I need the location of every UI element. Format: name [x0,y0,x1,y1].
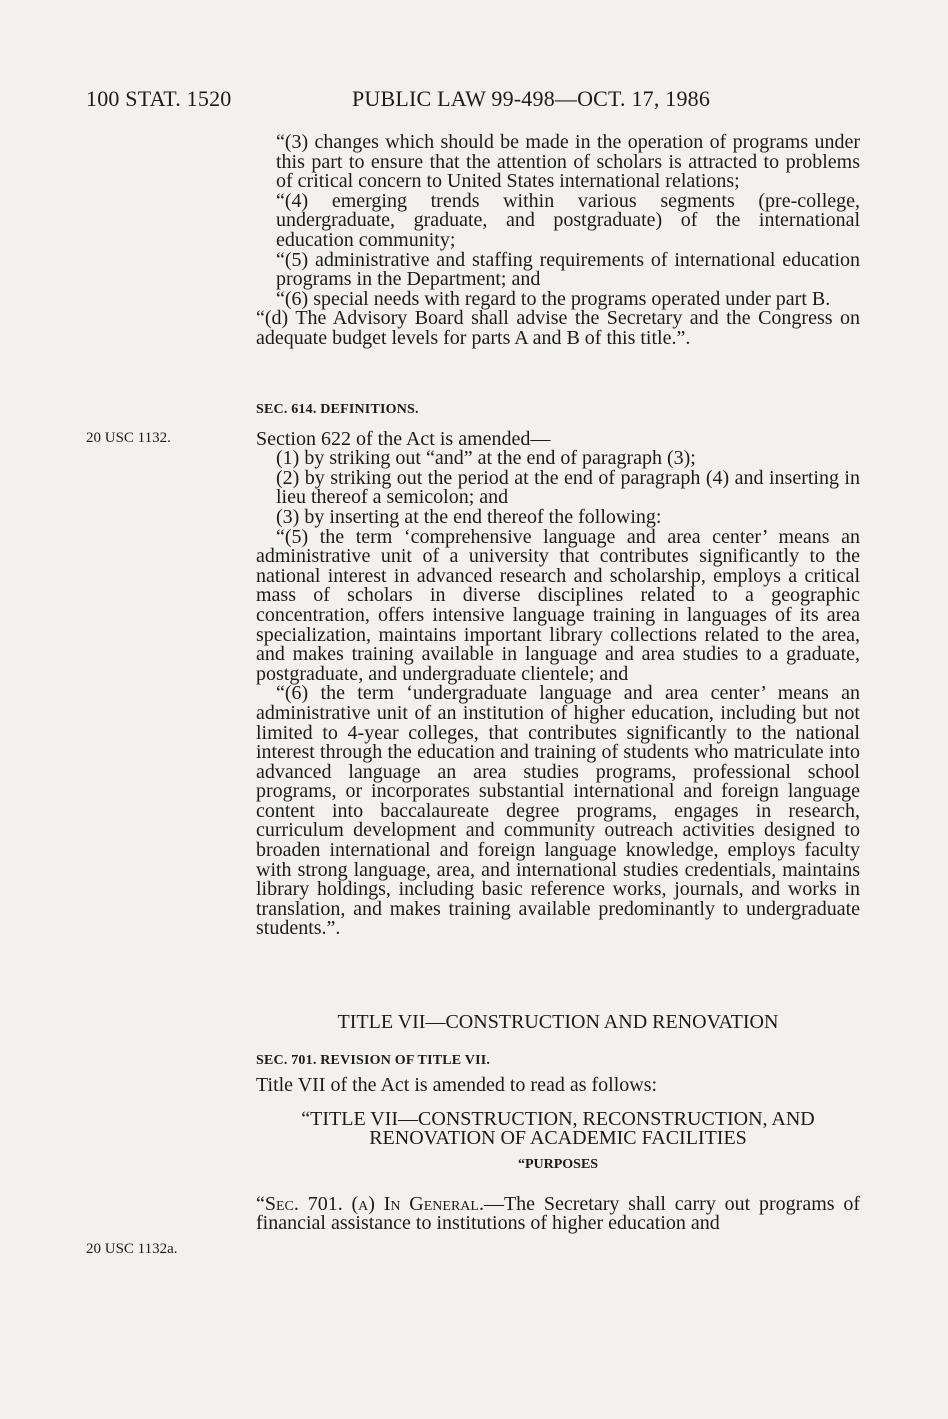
sec701-text [256,1192,860,1235]
page-header-law: PUBLIC LAW 99-498—OCT. 17, 1986 [352,86,711,111]
sec701-lead: “Sec. 701. (a) In General. [256,1192,484,1215]
step-2: (2) by striking out the period at the end of paragraph (4) and inserting in lieu thereof a semicolon; and [276,466,860,509]
step-3: (3) by inserting at the end thereof the following: [276,505,662,528]
new-title-line-2: RENOVATION OF ACADEMIC FACILITIES [369,1127,747,1150]
definition-5: “(5) the term ‘comprehensive language and area center’ means an administrative unit of a university that contributes significantly to the national interest in advanced research and scholarship, employs a critical mass of scholars in diverse disciplines related to a geographic concentration, offers intensive language training in languages of its area specialization, maintains important library collections related to the area, and makes training available in language and area studies to a graduate, postgraduate, and undergraduate clientele; and [256,525,860,685]
new-title-line-1: “TITLE VII—CONSTRUCTION, RECONSTRUCTION, AND [301,1107,815,1130]
item-3: “(3) changes which should be made in the operation of programs under this part to ensure that the attention of scholars is attracted to problems of critical concern to United States international relations; [276,131,860,193]
sec701-heading: SEC. 701. REVISION OF TITLE VII. [256,1052,491,1068]
item-6: “(6) special needs with regard to the programs operated under part B. [276,287,831,310]
section-heading: SEC. 614. DEFINITIONS. [256,402,419,417]
page-header-stat: 100 STAT. 1520 [86,86,232,111]
title-heading: TITLE VII—CONSTRUCTION AND RENOVATION [337,1011,779,1033]
section-intro: Section 622 of the Act is amended— [256,427,551,450]
item-4: “(4) emerging trends within various segments (pre-college, undergraduate, graduate, and postgraduate) of the international education community; [276,189,860,251]
section-614 [256,400,860,939]
title-intro: Title VII of the Act is amended to read as follows: [256,1074,658,1097]
margin-note-usc-1132a: 20 USC 1132a. [86,1241,178,1257]
purposes-heading: “PURPOSES [517,1156,599,1172]
margin-note-usc-1132: 20 USC 1132. [86,430,171,446]
step-1: (1) by striking out “and” at the end of paragraph (3); [276,447,696,470]
title-vii [256,1013,860,1234]
paragraph-block-1 [256,133,860,349]
definition-6: “(6) the term ‘undergraduate language and area center’ means an administrative unit of an institution of higher education, including but not limited to 4-year colleges, that contributes significantly to the national interest through the education and training of students who matriculate into advanced language an area studies programs, professional school programs, or incorporates substantial international and foreign language content into baccalaureate degree programs, engages in research, curriculum development and community outreach activities designed to broaden international and foreign language knowledge, employs faculty with strong language, area, and international studies credentials, maintains library holdings, including basic reference works, journals, and works in translation, and makes training available predominantly to undergraduate students.”. [256,682,860,940]
item-5: “(5) administrative and staffing requirements of international education programs in the Department; and [276,248,860,291]
subsection-d: “(d) The Advisory Board shall advise the Secretary and the Congress on adequate budget levels for parts A and B of this title.”. [256,307,860,349]
sec701-body: —The Secretary shall carry out programs of financial assistance to institutions of higher education and [256,1192,860,1235]
